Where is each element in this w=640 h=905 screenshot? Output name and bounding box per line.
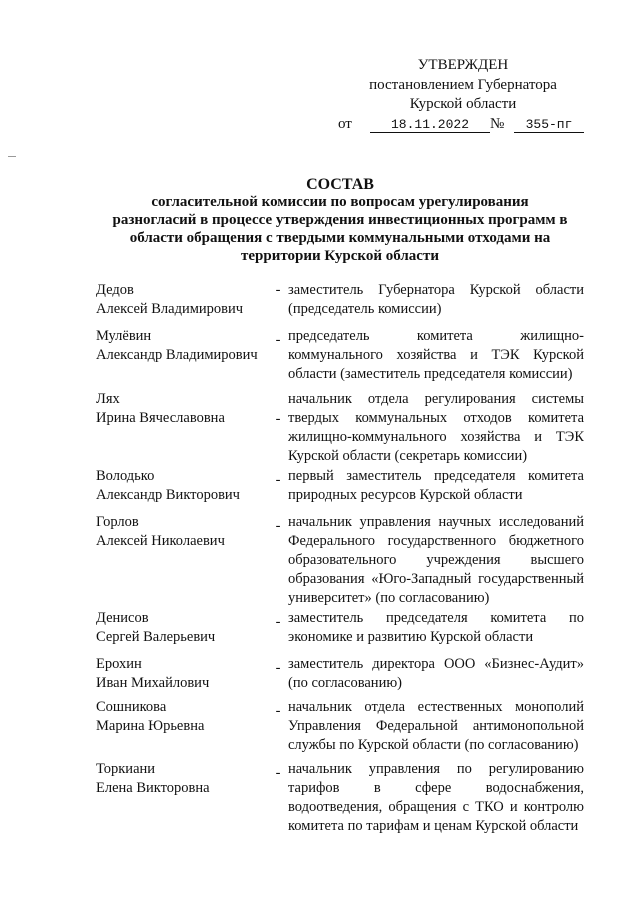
member-dash: - [275, 332, 281, 348]
member-given-names: Иван Михайлович [96, 675, 210, 691]
member-role [288, 327, 584, 384]
approval-line-1: постановлением Губернатора [369, 77, 557, 93]
member-dash: - [275, 614, 281, 630]
role-line: жилищно-коммунального хозяйства и ТЭК [288, 429, 584, 445]
role-line: комитета по тарифам и ценам Курской области [288, 818, 579, 834]
member-surname: Торкиани [96, 761, 156, 777]
member-given-names: Александр Викторович [96, 487, 240, 503]
member-dash: - [275, 765, 281, 781]
member-dash: - [275, 703, 281, 719]
member-role [288, 609, 584, 647]
role-line: (председатель комиссии) [288, 301, 442, 317]
role-line: председатель комитета жилищно- [288, 328, 584, 344]
order-number-label: № [490, 116, 505, 132]
role-line: начальник отдела естественных монополий [288, 699, 584, 715]
member-name [96, 609, 271, 647]
role-line: коммунального хозяйства и ТЭК Курской [288, 347, 584, 363]
role-line: службы по Курской области (по согласованию) [288, 737, 579, 753]
role-line: природных ресурсов Курской области [288, 487, 523, 503]
title-line: области обращения с твердыми коммунальными отходами на [129, 230, 551, 246]
member-given-names: Ирина Вячеславовна [96, 410, 225, 426]
title-line: согласительной комиссии по вопросам урегулирования [151, 194, 529, 210]
role-line: твердых коммунальных отходов комитета [288, 410, 584, 426]
margin-mark [8, 156, 16, 157]
role-line: Федерального государственного бюджетного [288, 533, 584, 549]
member-given-names: Марина Юрьевна [96, 718, 205, 734]
member-given-names: Сергей Валерьевич [96, 629, 216, 645]
member-given-names: Александр Владимирович [96, 347, 258, 363]
role-line: водоотведения, обращения с ТКО и контролю [288, 799, 584, 815]
member-given-names: Алексей Владимирович [96, 301, 244, 317]
member-name [96, 281, 271, 319]
role-line: заместитель директора ООО «Бизнес-Аудит» [288, 656, 584, 672]
role-line: заместитель Губернатора Курской области [288, 282, 584, 298]
member-role [288, 655, 584, 693]
member-dash: - [275, 660, 281, 676]
member-dash: - [275, 411, 281, 427]
order-number: 355-пг [514, 115, 584, 133]
order-date: 18.11.2022 [370, 115, 490, 133]
role-line: начальник отдела регулирования системы [288, 391, 584, 407]
role-line: Управления Федеральной антимонопольной [288, 718, 584, 734]
role-line: первый заместитель председателя комитета [288, 468, 584, 484]
member-role [288, 467, 584, 505]
approval-line-2: Курской области [409, 96, 517, 112]
role-line: начальник управления по регулированию [288, 761, 584, 777]
member-name [96, 760, 271, 798]
member-surname: Лях [96, 391, 120, 407]
member-surname: Дедов [96, 282, 134, 298]
role-line: экономике и развитию Курской области [288, 629, 534, 645]
member-role [288, 513, 584, 608]
member-role [288, 698, 584, 755]
role-line: области (заместитель председателя комиссии) [288, 366, 573, 382]
title-line: разногласий в процессе утверждения инвестиционных программ в [112, 212, 568, 228]
member-given-names: Алексей Николаевич [96, 533, 225, 549]
title-subtitle [90, 193, 590, 265]
member-surname: Ерохин [96, 656, 142, 672]
member-role [288, 390, 584, 466]
member-surname: Мулёвин [96, 328, 152, 344]
role-line: (по согласованию) [288, 675, 402, 691]
member-surname: Володько [96, 468, 155, 484]
member-name [96, 327, 271, 365]
member-surname: Денисов [96, 610, 149, 626]
member-dash: - [275, 472, 281, 488]
title-line: территории Курской области [241, 248, 439, 264]
member-name [96, 513, 271, 551]
role-line: образования «Юго-Западный государственный [288, 571, 584, 587]
member-name [96, 390, 271, 428]
member-given-names: Елена Викторовна [96, 780, 210, 796]
member-surname: Горлов [96, 514, 139, 530]
role-line: Курской области (секретарь комиссии) [288, 448, 528, 464]
role-line: заместитель председателя комитета по [288, 610, 584, 626]
role-line: университет» (по согласованию) [288, 590, 490, 606]
role-line: тарифов в сфере водоснабжения, [288, 780, 584, 796]
role-line: образовательного учреждения высшего [288, 552, 584, 568]
role-line: начальник управления научных исследований [288, 514, 584, 530]
title-heading: СОСТАВ [306, 176, 374, 193]
member-name [96, 467, 271, 505]
member-surname: Сошникова [96, 699, 167, 715]
approval-stamp: УТВЕРЖДЕН [417, 57, 509, 73]
order-from-label: от [338, 116, 352, 132]
member-dash: - [275, 282, 281, 298]
member-name [96, 655, 271, 693]
member-dash: - [275, 518, 281, 534]
member-role [288, 281, 584, 319]
member-name [96, 698, 271, 736]
member-role [288, 760, 584, 836]
